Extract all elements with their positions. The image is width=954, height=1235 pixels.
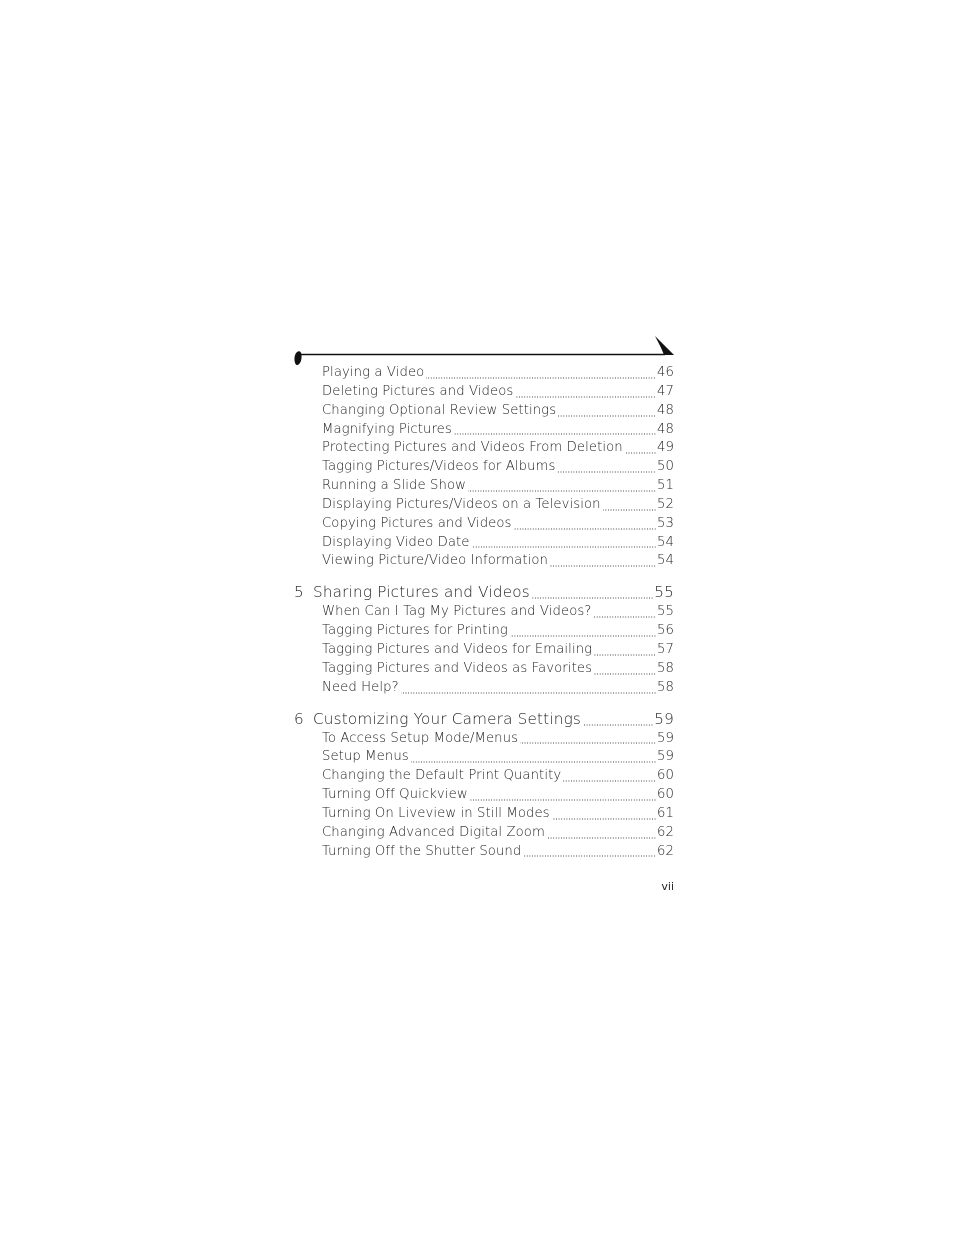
toc-entry-page-number: 56 <box>657 623 674 639</box>
toc-entry-title: Tagging Pictures for Printing <box>322 623 508 639</box>
toc-entry[interactable] <box>294 623 674 642</box>
toc-entry[interactable] <box>294 844 674 863</box>
dot-leader <box>454 433 656 435</box>
toc-entry-title: Running a Slide Show <box>322 478 467 494</box>
toc-entry-title: To Access Setup Mode/Menus <box>322 730 519 746</box>
toc-entry-title: Need Help? <box>322 679 399 695</box>
chapter-page-number: 59 <box>654 709 674 728</box>
dot-leader <box>547 837 656 839</box>
toc-entry[interactable] <box>294 604 674 623</box>
toc-entry-title: Displaying Video Date <box>322 534 470 550</box>
dot-leader <box>594 673 656 675</box>
toc-entry[interactable] <box>294 787 674 806</box>
toc-entry-page-number: 55 <box>657 604 674 620</box>
dot-leader <box>558 415 656 417</box>
toc-entry-page-number: 54 <box>657 553 674 569</box>
dot-leader <box>583 724 653 726</box>
dot-leader <box>523 855 656 857</box>
page-folio: vii <box>661 880 674 893</box>
toc-entry[interactable] <box>294 680 674 699</box>
toc-entry[interactable] <box>294 384 674 403</box>
toc-entry-page-number: 52 <box>657 496 674 512</box>
toc-entry-page-number: 51 <box>657 478 674 494</box>
toc-entry[interactable] <box>294 365 674 384</box>
toc-entry-title: Deleting Pictures and Videos <box>322 383 514 399</box>
dot-leader <box>603 509 656 511</box>
toc-entry-title: Setup Menus <box>322 749 409 765</box>
toc-entry[interactable] <box>294 553 674 572</box>
dot-leader <box>593 616 656 618</box>
dot-leader <box>514 528 657 530</box>
toc-entry[interactable] <box>294 642 674 661</box>
toc-entry-page-number: 46 <box>657 365 674 380</box>
dot-leader <box>515 396 656 398</box>
dot-leader <box>550 565 656 567</box>
toc-entry-page-number: 48 <box>657 402 674 418</box>
toc-entry-title: Changing Optional Review Settings <box>322 402 557 418</box>
toc-entry-page-number: 58 <box>657 660 674 676</box>
toc-entry-page-number: 58 <box>657 679 674 695</box>
toc-entry-title: Changing the Default Print Quantity <box>322 768 562 784</box>
dot-leader <box>472 546 657 548</box>
toc-entry-title: Changing Advanced Digital Zoom <box>322 824 545 840</box>
toc-entry-page-number: 61 <box>657 805 674 821</box>
toc-entry-title: Turning Off the Shutter Sound <box>322 843 522 859</box>
toc-entry[interactable] <box>294 497 674 516</box>
chapter-title: Sharing Pictures and Videos <box>313 583 530 602</box>
toc-entry-page-number: 59 <box>657 730 674 746</box>
toc-entry[interactable] <box>294 825 674 844</box>
dot-leader <box>520 742 656 744</box>
toc-entry-title: Tagging Pictures and Videos as Favorites <box>322 660 593 676</box>
toc-entry-title: When Can I Tag My Pictures and Videos? <box>322 604 592 620</box>
toc-entry-title: Tagging Pictures/Videos for Albums <box>322 459 556 475</box>
toc-entry-page-number: 49 <box>657 440 674 456</box>
toc-chapter-heading[interactable] <box>294 583 674 604</box>
toc-entry[interactable] <box>294 516 674 535</box>
toc-entry[interactable] <box>294 806 674 825</box>
toc-entry-title: Magnifying Pictures <box>322 421 452 437</box>
toc-entry-title: Protecting Pictures and Videos From Deletion <box>322 440 623 456</box>
toc-entry-title: Playing a Video <box>322 365 425 380</box>
dot-leader <box>563 780 656 782</box>
toc-entry[interactable] <box>294 535 674 554</box>
toc-entry[interactable] <box>294 661 674 680</box>
toc-entry[interactable] <box>294 422 674 441</box>
dot-leader <box>401 692 656 694</box>
chapter-title: Customizing Your Camera Settings <box>313 709 582 728</box>
toc-entry[interactable] <box>294 459 674 478</box>
toc-entry-page-number: 60 <box>657 768 674 784</box>
toc-entry-page-number: 47 <box>657 383 674 399</box>
toc-entry-page-number: 48 <box>657 421 674 437</box>
chapter-number: 6 <box>294 709 304 728</box>
toc-entry[interactable] <box>294 731 674 750</box>
dot-leader <box>557 471 656 473</box>
toc-entry-title: Turning On Liveview in Still Modes <box>322 805 550 821</box>
dot-leader <box>426 377 656 379</box>
toc-entry[interactable] <box>294 749 674 768</box>
toc-entry-page-number: 60 <box>657 787 674 803</box>
dot-leader <box>625 452 656 454</box>
toc-entry-page-number: 62 <box>657 843 674 859</box>
toc-entry[interactable] <box>294 768 674 787</box>
toc-entry[interactable] <box>294 403 674 422</box>
toc-entry[interactable] <box>294 478 674 497</box>
table-of-contents <box>294 365 674 862</box>
toc-entry-page-number: 53 <box>657 515 674 531</box>
dot-leader <box>470 799 656 801</box>
dot-leader <box>552 818 656 820</box>
toc-entry-page-number: 57 <box>657 641 674 657</box>
header-rule <box>293 334 675 368</box>
dot-leader <box>532 597 653 599</box>
toc-entry-title: Tagging Pictures and Videos for Emailing <box>322 641 593 657</box>
toc-entry-title: Displaying Pictures/Videos on a Television <box>322 496 601 512</box>
chapter-page-number: 55 <box>654 583 674 602</box>
chapter-number: 5 <box>294 583 304 602</box>
dot-leader <box>510 635 656 637</box>
toc-entry[interactable] <box>294 440 674 459</box>
dot-leader <box>594 654 656 656</box>
toc-entry-page-number: 62 <box>657 824 674 840</box>
toc-chapter-heading[interactable] <box>294 710 674 731</box>
toc-entry-page-number: 59 <box>657 749 674 765</box>
toc-entry-title: Copying Pictures and Videos <box>322 515 512 531</box>
toc-entry-title: Viewing Picture/Video Information <box>322 553 548 569</box>
dot-leader <box>468 490 656 492</box>
toc-entry-page-number: 50 <box>657 459 674 475</box>
rule-right-arrow <box>655 336 674 355</box>
dot-leader <box>411 761 656 763</box>
rule-left-cap <box>294 351 301 365</box>
toc-entry-title: Turning Off Quickview <box>322 787 468 803</box>
toc-entry-page-number: 54 <box>657 534 674 550</box>
